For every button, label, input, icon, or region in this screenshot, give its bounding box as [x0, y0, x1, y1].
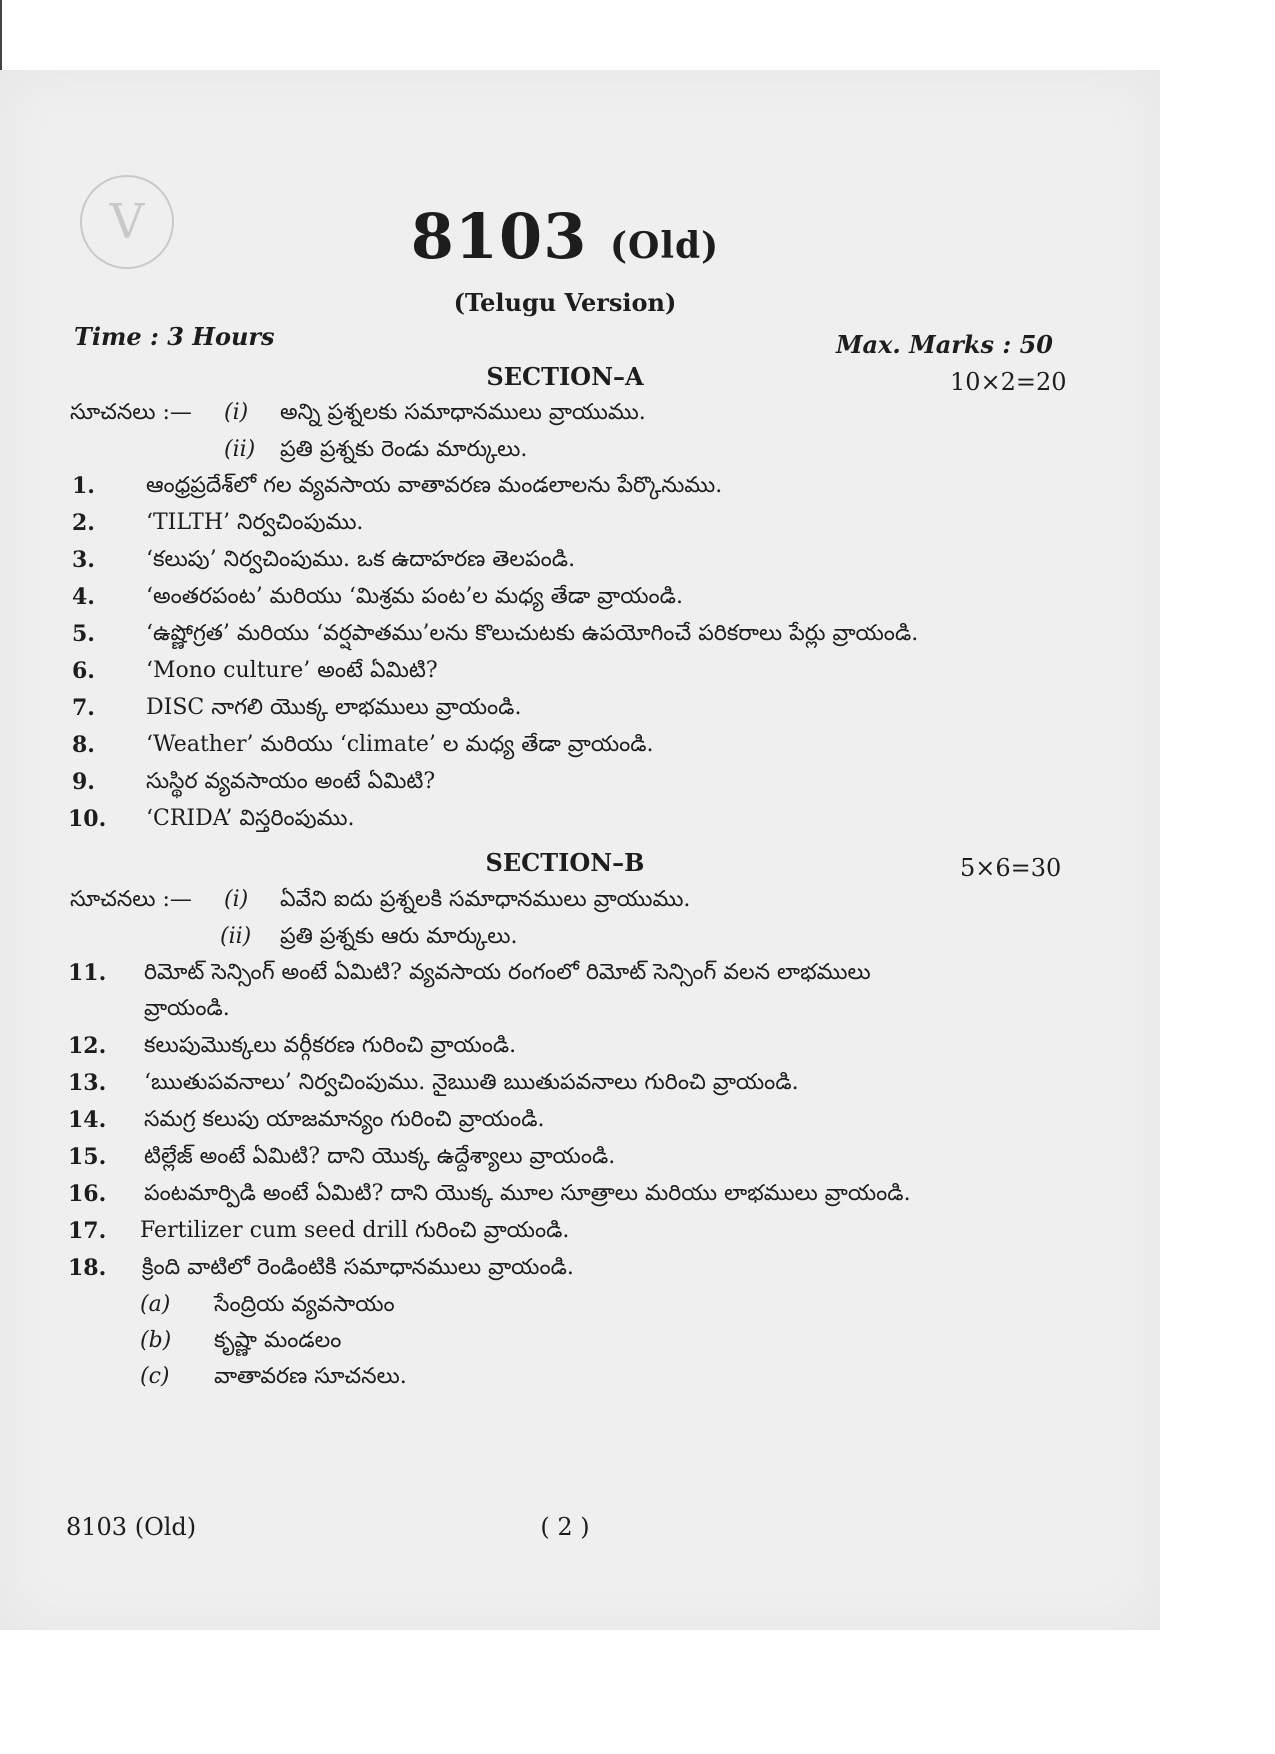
question-number: 13.	[68, 1070, 107, 1096]
question-number: 2.	[72, 510, 95, 536]
subpart-text: సేంద్రియ వ్యవసాయం	[214, 1292, 395, 1317]
question-number: 3.	[72, 547, 95, 573]
question-number: 12.	[68, 1033, 107, 1059]
footer-code: 8103 (Old)	[66, 1513, 197, 1541]
subpart-label: (b)	[140, 1328, 172, 1353]
question-number: 10.	[68, 806, 107, 832]
question-text: కలుపుమొక్కలు వర్గీకరణ గురించి వ్రాయండి.	[144, 1033, 517, 1058]
section-b-note-num: (i)	[224, 887, 249, 912]
question-text: ‘అంతరపంట’ మరియు ‘మిశ్రమ పంట’ల మధ్య తేడా వ్రాయండి.	[146, 584, 683, 609]
scan-edge	[0, 0, 2, 70]
scan-margin	[0, 0, 1275, 70]
subpart-label: (a)	[140, 1292, 171, 1317]
page-number: ( 2 )	[540, 1513, 590, 1541]
paper-code-suffix: (Old)	[609, 225, 720, 267]
question-text: ‘ఋతుపవనాలు’ నిర్వచింపుము. నైఋతి ఋతుపవనాలు గురించి వ్రాయండి.	[144, 1070, 799, 1095]
question-number: 17.	[68, 1218, 107, 1244]
subpart-text: వాతావరణ సూచనలు.	[214, 1364, 407, 1389]
question-number: 4.	[72, 584, 95, 610]
question-number: 11.	[68, 960, 107, 986]
subpart-text: కృష్ణా మండలం	[214, 1328, 342, 1353]
question-number: 6.	[72, 658, 95, 684]
question-text: సమగ్ర కలుపు యాజమాన్యం గురించి వ్రాయండి.	[144, 1107, 545, 1132]
question-text: టిల్లేజ్ అంటే ఏమిటి? దాని యొక్క ఉద్దేశ్యాలు వ్రాయండి.	[144, 1144, 616, 1169]
section-b-marks: 5×6=30	[960, 854, 1062, 882]
paper-code-title	[0, 200, 1130, 273]
question-number: 7.	[72, 695, 95, 721]
question-number: 18.	[68, 1255, 107, 1281]
question-number: 1.	[72, 473, 95, 499]
max-marks-label: Max. Marks : 50	[835, 330, 1053, 359]
section-b-note-text: ఏవేని ఐదు ప్రశ్నలకి సమాధానములు వ్రాయుము.	[280, 887, 691, 912]
question-text: ‘కలుపు’ నిర్వచింపుము. ఒక ఉదాహరణ తెలపండి.	[146, 547, 576, 572]
section-a-note-text: అన్ని ప్రశ్నలకు సమాధానములు వ్రాయుము.	[280, 400, 646, 425]
section-a-note-num: (ii)	[224, 437, 256, 462]
time-label: Time : 3 Hours	[74, 322, 275, 351]
question-number: 8.	[72, 732, 95, 758]
section-b-note-num: (ii)	[220, 924, 252, 949]
subpart-label: (c)	[140, 1364, 170, 1389]
question-text: సుస్థిర వ్యవసాయం అంటే ఏమిటి?	[146, 769, 436, 794]
section-a-title: SECTION–A	[486, 362, 644, 391]
paper-code: 8103	[410, 200, 588, 273]
question-text: పంటమార్పిడి అంటే ఏమిటి? దాని యొక్క మూల సూత్రాలు మరియు లాభములు వ్రాయండి.	[144, 1181, 911, 1206]
question-text: ‘Weather’ మరియు ‘climate’ ల మధ్య తేడా వ్రాయండి.	[146, 732, 654, 757]
question-text: ‘ఉష్ణోగ్రత’ మరియు ‘వర్షపాతము’లను కొలుచుటకు ఉపయోగించే పరికరాలు పేర్లు వ్రాయండి.	[146, 621, 919, 646]
section-a-note-num: (i)	[224, 400, 249, 425]
question-number: 15.	[68, 1144, 107, 1170]
question-text: క్రింది వాటిలో రెండింటికి సమాధానములు వ్రాయండి.	[142, 1255, 574, 1280]
section-b-note-text: ప్రతి ప్రశ్నకు ఆరు మార్కులు.	[280, 924, 518, 949]
question-text: DISC నాగలి యొక్క లాభములు వ్రాయండి.	[146, 695, 522, 720]
question-text-continued: వ్రాయండి.	[144, 996, 230, 1021]
question-text: రిమోట్ సెన్సింగ్ అంటే ఏమిటి? వ్యవసాయ రంగంలో రిమోట్ సెన్సింగ్ వలన లాభములు	[144, 960, 871, 985]
section-a-note-label: సూచనలు :—	[70, 400, 192, 425]
stamp-mark: V	[80, 175, 174, 269]
question-text: ఆంధ్రప్రదేశ్‌లో గల వ్యవసాయ వాతావరణ మండలాలను పేర్కొనుము.	[146, 473, 723, 498]
section-a-marks: 10×2=20	[950, 368, 1067, 396]
question-text: ‘TILTH’ నిర్వచింపుము.	[146, 510, 364, 535]
question-text: ‘Mono culture’ అంటే ఏమిటి?	[146, 658, 438, 683]
section-a-note-text: ప్రతి ప్రశ్నకు రెండు మార్కులు.	[280, 437, 528, 462]
section-b-title: SECTION–B	[485, 848, 645, 877]
question-number: 5.	[72, 621, 95, 647]
question-number: 16.	[68, 1181, 107, 1207]
section-b-note-label: సూచనలు :—	[70, 887, 192, 912]
question-text: Fertilizer cum seed drill గురించి వ్రాయండి.	[140, 1218, 570, 1243]
question-text: ‘CRIDA’ విస్తరింపుము.	[146, 806, 355, 831]
question-number: 9.	[72, 769, 95, 795]
version-label: (Telugu Version)	[453, 288, 677, 317]
question-number: 14.	[68, 1107, 107, 1133]
